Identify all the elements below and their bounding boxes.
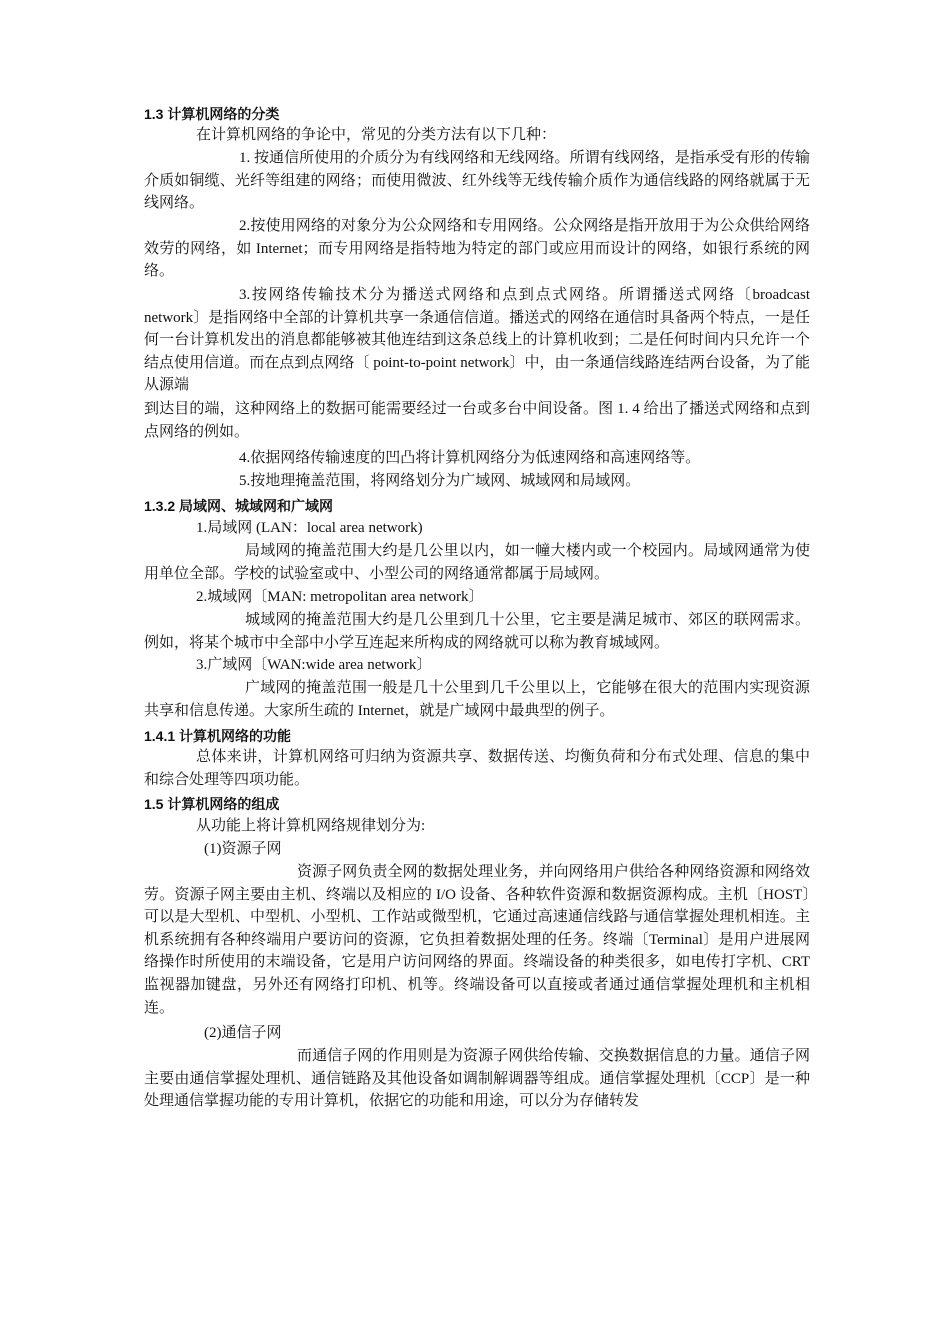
comm-subnet-title: (2)通信子网: [204, 1025, 282, 1041]
paragraph-lan: 局域网的掩盖范围大约是几公里以内，如一幢大楼内或一个校园内。局域网通常为使用单位全部。学校的试验室或中、小型公司的网络通常都属于局域网。: [144, 543, 810, 582]
paragraph-functions: 总体来讲，计算机网络可归纳为资源共享、数据传送、均衡负荷和分布式处理、信息的集中和综合处理等四项功能。: [144, 749, 810, 788]
section-heading-1-4-1: 1.4.1 计算机网络的功能: [144, 728, 292, 744]
paragraph-item-3: 3.按网络传输技术分为播送式网络和点到点式网络。所谓播送式网络〔broadcast network〕是指网络中全部的计算机共享一条通信信道。播送式的网络在通信时具备两个特点，一是任何一台计算机发出的消息都能够被其他连结到这条总线上的计算机收到；二是任何时间内只允许一个结点使用信道。而在点到点网络〔 point-to-point network〕中，由一条通信线路连结两台设备，为了能从源端: [144, 287, 810, 394]
resource-subnet-title: (1)资源子网: [204, 841, 282, 857]
paragraph-item-1: 1. 按通信所使用的介质分为有线网络和无线网络。所谓有线网络，是指承受有形的传输介质如铜缆、光纤等组建的网络；而使用微波、红外线等无线传输介质作为通信线路的网络就属于无线网络。: [144, 150, 810, 212]
section-heading-1-5: 1.5 计算机网络的组成: [144, 796, 280, 812]
paragraph-resource-subnet: 资源子网负责全网的数据处理业务，并向网络用户供给各种网络资源和网络效劳。资源子网主要由主机、终端以及相应的 I/O 设备、各种软件资源和数据资源构成。主机〔HOST〕可以是大型机、中型机、小型机、工作站或微型机，它通过高速通信线路与通信掌握处理机相连。主机系统拥有各种终端用户要访问的资源，它负担着数据处理的任务。终端〔Terminal〕是用户进展网络操作时所使用的末端设备，它是用户访问网络的界面。终端设备的种类很多，如电传打字机、CRT 监视器加键盘，另外还有网络打印机、机等。终端设备可以直接或者通过通信掌握处理机和主机相连。: [144, 864, 810, 1016]
paragraph-item-5: 5.按地理掩盖范围，将网络划分为广域网、城域网和局域网。: [239, 473, 641, 489]
paragraph-classification-intro: 在计算机网络的争论中，常见的分类方法有以下几种：: [196, 127, 557, 143]
paragraph-item-2: 2.按使用网络的对象分为公众网络和专用网络。公众网络是指开放用于为公众供给网络效劳的网络，如 Internet；而专用网络是指特地为特定的部门或应用而设计的网络，如银行系统的网络。: [144, 218, 810, 280]
paragraph-comm-subnet: 而通信子网的作用则是为资源子网供给传输、交换数据信息的力量。通信子网主要由通信掌握处理机、通信链路及其他设备如调制解调器等组成。通信掌握处理机〔CCP〕是一种处理通信掌握功能的专用计算机，依据它的功能和用途，可以分为存储转发: [144, 1048, 810, 1110]
man-title: 2.城域网〔MAN: metropolitan area network〕: [196, 589, 484, 605]
paragraph-wan: 广域网的掩盖范围一般是几十公里到几千公里以上，它能够在很大的范围内实现资源共享和信息传递。大家所生疏的 Internet，就是广域网中最典型的例子。: [144, 680, 810, 719]
paragraph-item-4: 4.依据网络传输速度的凹凸将计算机网络分为低速网络和高速网络等。: [239, 450, 701, 466]
paragraph-man: 城域网的掩盖范围大约是几公里到几十公里，它主要是满足城市、郊区的联网需求。例如，将某个城市中全部中小学互连起来所构成的网络就可以称为教育城域网。: [144, 612, 810, 651]
section-heading-1-3: 1.3 计算机网络的分类: [144, 106, 280, 122]
lan-title: 1.局域网 (LAN：local area network): [196, 520, 423, 536]
paragraph-item-3-continued: 到达目的端，这种网络上的数据可能需要经过一台或多台中间设备。图 1. 4 给出了播送式网络和点到点网络的例如。: [144, 401, 810, 440]
paragraph-composition-intro: 从功能上将计算机网络规律划分为:: [196, 818, 426, 834]
wan-title: 3.广域网〔WAN:wide area network〕: [196, 657, 432, 673]
section-heading-1-3-2: 1.3.2 局域网、城域网和广域网: [144, 498, 334, 514]
